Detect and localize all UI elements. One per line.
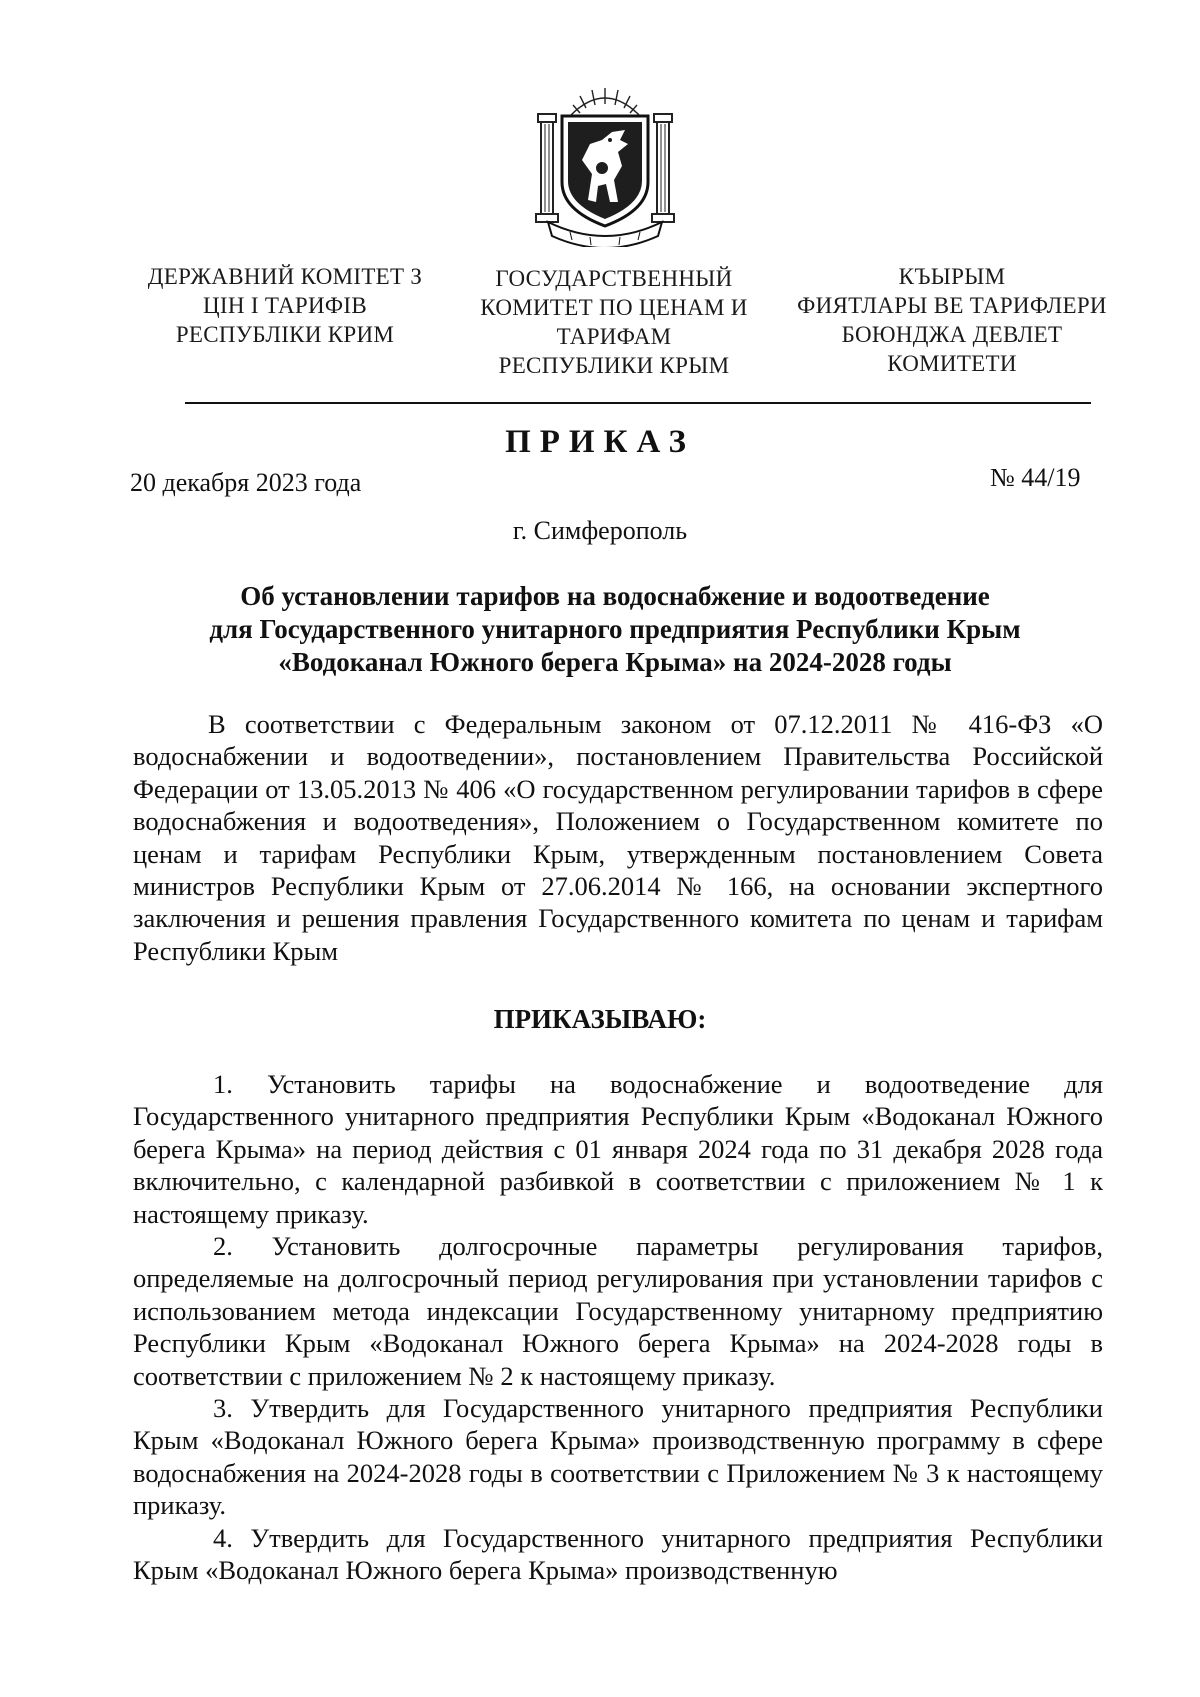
document-city: г. Симферополь	[512, 516, 688, 545]
order-item-1: 1. Установить тарифы на водоснабжение и водоотведение для Государственного унитарного предприятия Республики Крым «Водоканал Южного берега Крыма» на период действия с 01 января 2024 года по 31 декабря 2028 года включительно, с календарной разбивкой в соответствии с приложением № 1 к настоящему приказу.	[133, 1069, 1103, 1229]
preamble	[133, 708, 1103, 967]
document-date: 20 декабря 2023 года	[130, 468, 362, 497]
document-number: № 44/19	[990, 463, 1081, 492]
document-subject: Об установлении тарифов на водоснабжение и водоотведение для Государственного унитарного предприятия Республики Крым «Водоканал Южного берега Крыма» на 2024-2028 годы	[209, 581, 1021, 677]
order-word: ПРИКАЗЫВАЮ:	[493, 1004, 707, 1034]
order-item-3: 3. Утвердить для Государственного унитарного предприятия Республики Крым «Водоканал Южного берега Крыма» производственную программу в сфере водоснабжения на 2024-2028 годы в соответствии с Приложением № 3 к настоящему приказу.	[133, 1393, 1103, 1521]
header-divider	[185, 402, 1091, 404]
document-type-title: ПРИКАЗ	[505, 424, 695, 460]
preamble-text: В соответствии с Федеральным законом от 07.12.2011 № 416-ФЗ «О водоснабжении и водоотведении», постановлением Правительства Российской Федерации от 13.05.2013 № 406 «О государственном регулировании тарифов в сфере водоснабжения и водоотведения», Положением о Государственном комитете по ценам и тарифам Республики Крым, утвержденным постановлением Совета министров Республики Крым от 27.06.2014 № 166, на основании экспертного заключения и решения правления Государственного комитета по ценам и тарифам Республики Крым	[133, 709, 1103, 966]
org-name-crimean-tatar: КЪЫРЫМ ФИЯТЛАРЫ ВЕ ТАРИФЛЕРИ БОЮНДЖА ДЕВЛЕТ КОМИТЕТИ	[797, 264, 1107, 376]
crimea-coat-of-arms-icon	[530, 82, 680, 247]
order-item-2: 2. Установить долгосрочные параметры регулирования тарифов, определяемые на долгосрочный период регулирования при установлении тарифов с использованием метода индексации Государственному унитарному предприятию Республики Крым «Водоканал Южного берега Крыма» на 2024-2028 годы в соответствии с приложением № 2 к настоящему приказу.	[133, 1231, 1103, 1391]
order-items	[133, 1068, 1103, 1587]
org-name-russian: ГОСУДАРСТВЕННЫЙ КОМИТЕТ ПО ЦЕНАМ И ТАРИФАМ РЕСПУБЛИКИ КРЫМ	[480, 266, 748, 378]
org-name-ukrainian: ДЕРЖАВНИЙ КОМІТЕТ З ЦІН І ТАРИФІВ РЕСПУБЛІКИ КРИМ	[147, 264, 423, 347]
order-item-4: 4. Утвердить для Государственного унитарного предприятия Республики Крым «Водоканал Южного берега Крыма» производственную	[133, 1522, 1103, 1586]
